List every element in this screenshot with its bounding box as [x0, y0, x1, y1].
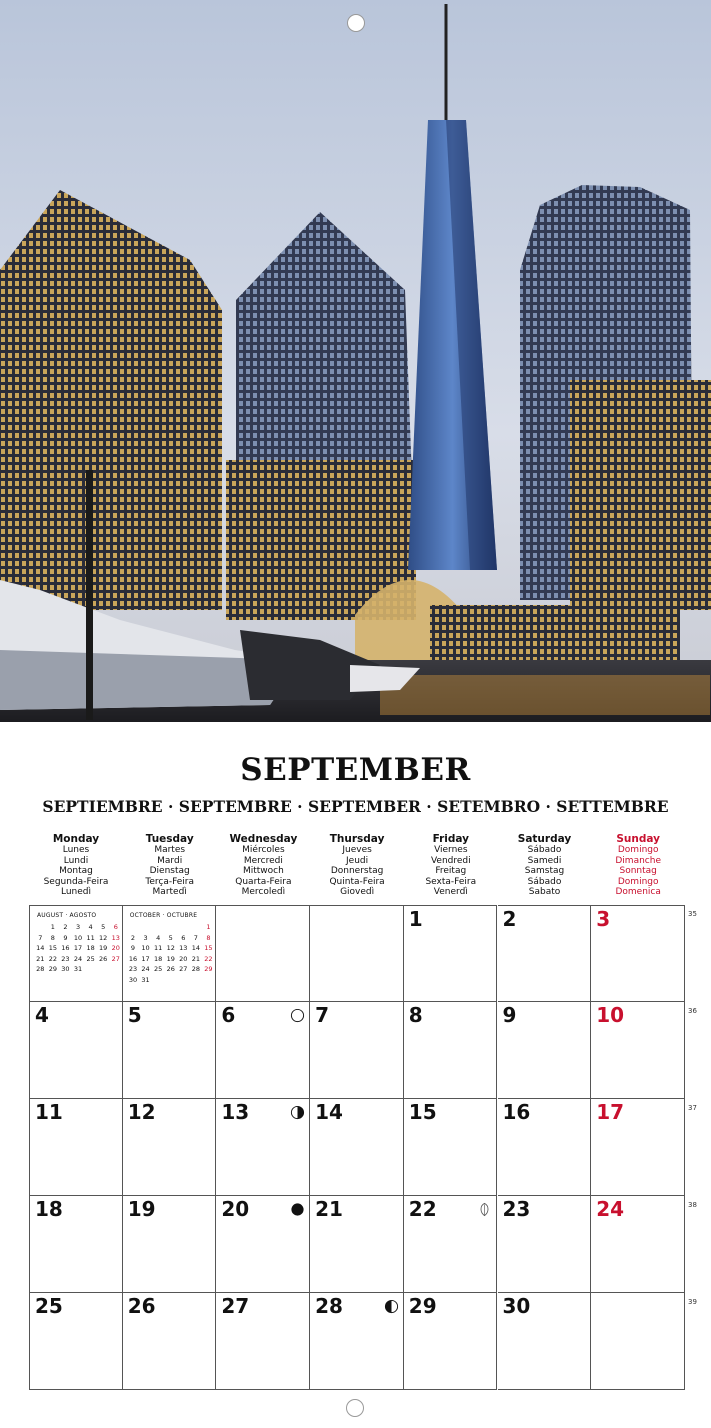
mini-calendar-day: 11 [86, 933, 95, 942]
day-number: 14 [315, 1100, 343, 1124]
day-cell [29, 1099, 123, 1196]
mini-calendar-day [109, 965, 122, 976]
mini-calendar-day: 5 [168, 933, 173, 942]
day-number: 19 [127, 1197, 156, 1221]
mini-calendar-day: 6 [113, 923, 118, 931]
last-quarter-moon-icon [290, 1105, 305, 1120]
mini-calendar-day: 12 [99, 933, 108, 942]
day-cell [498, 1293, 592, 1390]
mini-calendar-day: 22 [48, 954, 57, 963]
weekday-translation: Donnerstag [330, 866, 384, 877]
mini-calendar-day: 12 [166, 944, 175, 953]
weekday-translation: Quinta-Feira [329, 876, 385, 887]
mini-calendar-day [177, 923, 190, 934]
day-cell [310, 1196, 404, 1293]
mini-calendar-day: 1 [206, 923, 211, 931]
hanging-hole-top [347, 14, 365, 32]
weekday-translation: Domingo [617, 845, 659, 855]
weekday-name: Friday [432, 833, 469, 845]
mini-calendar-day: 5 [101, 923, 106, 931]
weekday-translation: Sabato [528, 887, 561, 898]
weekday-translation: Mittwoch [242, 866, 284, 877]
mini-calendar-day [202, 976, 215, 987]
mini-calendar-day: 27 [111, 954, 120, 963]
day-number: 10 [596, 1003, 625, 1027]
day-number: 3 [596, 907, 611, 931]
day-number: 12 [127, 1100, 156, 1124]
day-cell [123, 1002, 217, 1099]
mini-calendar-october [127, 912, 215, 987]
weekday-name: Thursday [329, 833, 385, 845]
mini-calendar-day: 20 [179, 954, 188, 963]
day-number: 20 [221, 1197, 250, 1221]
day-number: 6 [221, 1003, 236, 1027]
day-cell [404, 905, 498, 1002]
weekday-translation: Mercoledì [241, 887, 286, 898]
mini-calendar-day: 26 [166, 965, 175, 974]
day-number: 23 [502, 1197, 531, 1221]
day-cell [123, 905, 217, 1002]
weekday-translation: Venerdì [433, 887, 468, 898]
weekday-name: Saturday [517, 833, 572, 845]
day-number: 28 [315, 1294, 343, 1318]
day-number: 11 [35, 1100, 63, 1124]
mini-calendar-day [139, 923, 152, 934]
day-cell [29, 905, 123, 1002]
weekday-translation: Jueves [342, 845, 372, 855]
mini-calendar-day [152, 923, 165, 934]
weekday-translation: Segunda-Feira [43, 876, 109, 887]
mini-calendar-day: 31 [73, 965, 83, 974]
day-number: 5 [127, 1003, 142, 1027]
weekday-translation: Domenica [615, 887, 661, 898]
day-cell [404, 1196, 498, 1293]
weekday-translation: Mardi [157, 855, 183, 866]
day-cell [123, 1099, 217, 1196]
day-number: 25 [35, 1294, 63, 1318]
mini-calendar-day: 1 [50, 923, 55, 931]
day-number: 29 [408, 1294, 437, 1318]
mini-calendar-day: 13 [111, 933, 120, 942]
weekday-translation: Montag [59, 866, 93, 877]
weekday-name: Wednesday [229, 833, 298, 845]
mini-calendar-day: 13 [179, 944, 188, 953]
day-cell [498, 1099, 592, 1196]
day-number: 18 [35, 1197, 63, 1221]
weekday-translation: Sonntag [619, 866, 657, 877]
weekday-header-monday [30, 833, 122, 898]
day-cell [216, 1099, 310, 1196]
mini-calendar-day: 4 [88, 923, 93, 931]
day-cell [29, 1196, 123, 1293]
mini-calendar-day: 21 [36, 954, 45, 963]
month-title: SEPTEMBER [240, 752, 471, 788]
day-number: 16 [502, 1100, 531, 1124]
mini-calendar-day: 21 [191, 954, 200, 963]
mini-calendar-day: 7 [193, 933, 198, 942]
mini-calendar-day: 3 [75, 923, 81, 931]
weekday-translation: Martes [154, 845, 186, 855]
weekday-header-saturday [499, 833, 591, 898]
weekday-name: Monday [52, 833, 100, 845]
day-number: 21 [315, 1197, 343, 1221]
mini-calendar-day [190, 923, 203, 934]
mini-calendar-day: 9 [130, 944, 136, 953]
mini-calendar-day: 18 [153, 954, 163, 963]
mini-calendar-day: 15 [204, 944, 213, 953]
mini-calendar-title: OCTOBER · OCTUBRE [129, 912, 198, 919]
mini-calendar-day: 19 [99, 944, 108, 953]
weekday-translation: Samedi [527, 855, 562, 866]
mini-calendar-day: 25 [153, 965, 163, 974]
day-cell [310, 1099, 404, 1196]
week-number: 37 [688, 1104, 697, 1112]
day-cell [216, 1196, 310, 1293]
day-cell [310, 905, 404, 1002]
weekday-translation: Lundi [63, 855, 89, 866]
weekday-translation: Dienstag [149, 866, 190, 877]
mini-calendar-day: 11 [153, 944, 163, 953]
leaf-icon [477, 1202, 492, 1217]
mini-calendar-day: 8 [206, 933, 211, 942]
weekday-translation: Dimanche [615, 855, 661, 866]
weekday-translation: Freitag [435, 866, 467, 877]
mini-calendar-august [34, 912, 122, 976]
day-number: 2 [502, 907, 517, 931]
mini-calendar-day [127, 923, 140, 934]
day-cell [591, 1293, 685, 1390]
day-cell [591, 1196, 685, 1293]
day-cell [498, 1196, 592, 1293]
full-moon-icon [290, 1008, 305, 1023]
day-cell [404, 1002, 498, 1099]
day-cell [591, 1099, 685, 1196]
day-cell [310, 1293, 404, 1390]
first-quarter-moon-icon [384, 1299, 399, 1314]
weekday-header-thursday [311, 833, 403, 898]
mini-calendar-day [152, 976, 165, 987]
week-number: 36 [688, 1007, 697, 1015]
mini-calendar-day [84, 965, 97, 976]
day-cell [591, 905, 685, 1002]
mini-calendar-day [164, 976, 177, 987]
mini-calendar-day: 30 [61, 965, 70, 974]
mini-calendar-day: 23 [61, 954, 70, 963]
mini-calendar-day [164, 923, 177, 934]
day-cell [216, 905, 310, 1002]
day-number: 24 [596, 1197, 625, 1221]
day-number: 30 [502, 1294, 531, 1318]
day-number: 9 [502, 1003, 517, 1027]
weekday-translation: Quarta-Feira [235, 876, 292, 887]
mini-calendar-day [177, 976, 190, 987]
day-number: 1 [408, 907, 423, 931]
day-cell [216, 1002, 310, 1099]
mini-calendar-day: 2 [63, 923, 68, 931]
weekday-translation: Sexta-Feira [425, 876, 477, 887]
weekday-translation: Giovedì [340, 887, 375, 898]
mini-calendar-day: 4 [156, 933, 161, 942]
mini-calendar-day: 22 [204, 954, 213, 963]
mini-calendar-day: 31 [141, 975, 150, 984]
day-number: 26 [127, 1294, 156, 1318]
day-number: 27 [221, 1294, 250, 1318]
mini-calendar-day: 30 [128, 975, 138, 984]
day-cell [498, 905, 592, 1002]
week-number: 39 [688, 1298, 697, 1306]
mini-calendar-day: 28 [36, 965, 45, 974]
mini-calendar-day: 8 [50, 933, 55, 942]
weekday-name: Tuesday [145, 833, 194, 845]
mini-calendar-day: 29 [48, 965, 57, 974]
mini-calendar-day: 19 [166, 954, 175, 963]
weekday-translation: Lunes [62, 845, 90, 855]
mini-calendar-day: 10 [73, 933, 83, 942]
mini-calendar-day: 3 [143, 933, 148, 942]
week-number: 38 [688, 1201, 697, 1209]
day-cell [123, 1293, 217, 1390]
weekday-translation: Jeudi [346, 855, 369, 866]
mini-calendar-day: 18 [86, 944, 95, 953]
new-moon-icon [290, 1202, 305, 1217]
week-number: 35 [688, 910, 697, 918]
mini-calendar-day: 16 [61, 944, 70, 953]
mini-calendar-day: 10 [141, 944, 150, 953]
mini-calendar-day: 24 [141, 965, 150, 974]
day-cell [29, 1002, 123, 1099]
mini-calendar-day: 9 [63, 933, 68, 942]
mini-calendar-day [190, 976, 203, 987]
weekday-translation: Martedì [152, 887, 187, 898]
month-translations: SEPTIEMBRE · SEPTEMBRE · SEPTEMBER · SETEMBRO · SETTEMBRE [42, 797, 669, 816]
weekday-translation: Samstag [524, 866, 565, 877]
weekday-translation: Sábado [527, 876, 562, 887]
day-cell [123, 1196, 217, 1293]
mini-calendar-day: 7 [38, 933, 43, 942]
mini-calendar-title: AUGUST · AGOSTO [37, 912, 97, 919]
weekday-name: Sunday [616, 833, 660, 845]
mini-calendar-day: 26 [99, 954, 108, 963]
day-cell [310, 1002, 404, 1099]
mini-calendar-day: 20 [111, 944, 120, 953]
mini-calendar-day: 16 [128, 954, 138, 963]
weekday-header-sunday [592, 833, 684, 898]
day-number: 17 [596, 1100, 625, 1124]
weekday-translation: Sábado [527, 845, 562, 855]
day-cell [404, 1099, 498, 1196]
weekday-header-friday [405, 833, 497, 898]
mini-calendar-day: 29 [204, 965, 213, 974]
calendar-grid [29, 905, 685, 1390]
weekday-translation: Lunedì [60, 887, 91, 898]
mini-calendar-day: 25 [86, 954, 95, 963]
weekday-translation: Miércoles [242, 845, 285, 855]
weekday-translation: Terça-Feira [145, 876, 195, 887]
weekday-header-tuesday [124, 833, 216, 898]
day-cell [404, 1293, 498, 1390]
mini-calendar-day: 6 [181, 933, 186, 942]
mini-calendar-day: 14 [36, 944, 45, 953]
mini-calendar-day [34, 923, 47, 934]
weekday-translation: Viernes [434, 845, 468, 855]
day-number: 13 [221, 1100, 250, 1124]
mini-calendar-day: 17 [73, 944, 83, 953]
day-number: 7 [315, 1003, 330, 1027]
day-number: 22 [408, 1197, 437, 1221]
weekday-translation: Mercredi [243, 855, 283, 866]
hanging-hole-bottom [346, 1399, 364, 1417]
mini-calendar-day: 2 [130, 933, 136, 942]
mini-calendar-day: 14 [191, 944, 200, 953]
mini-calendar-day [97, 965, 110, 976]
day-number: 8 [408, 1003, 423, 1027]
weekday-header-wednesday [217, 833, 309, 898]
mini-calendar-day: 24 [73, 954, 83, 963]
day-cell [216, 1293, 310, 1390]
day-number: 4 [35, 1003, 49, 1027]
day-number: 15 [408, 1100, 437, 1124]
day-cell [591, 1002, 685, 1099]
day-cell [29, 1293, 123, 1390]
mini-calendar-day: 28 [191, 965, 200, 974]
mini-calendar-day: 27 [179, 965, 188, 974]
mini-calendar-day: 15 [48, 944, 57, 953]
mini-calendar-day: 23 [128, 965, 138, 974]
day-cell [498, 1002, 592, 1099]
weekday-translation: Domingo [617, 876, 659, 887]
mini-calendar-day: 17 [141, 954, 150, 963]
weekday-translation: Vendredi [430, 855, 471, 866]
